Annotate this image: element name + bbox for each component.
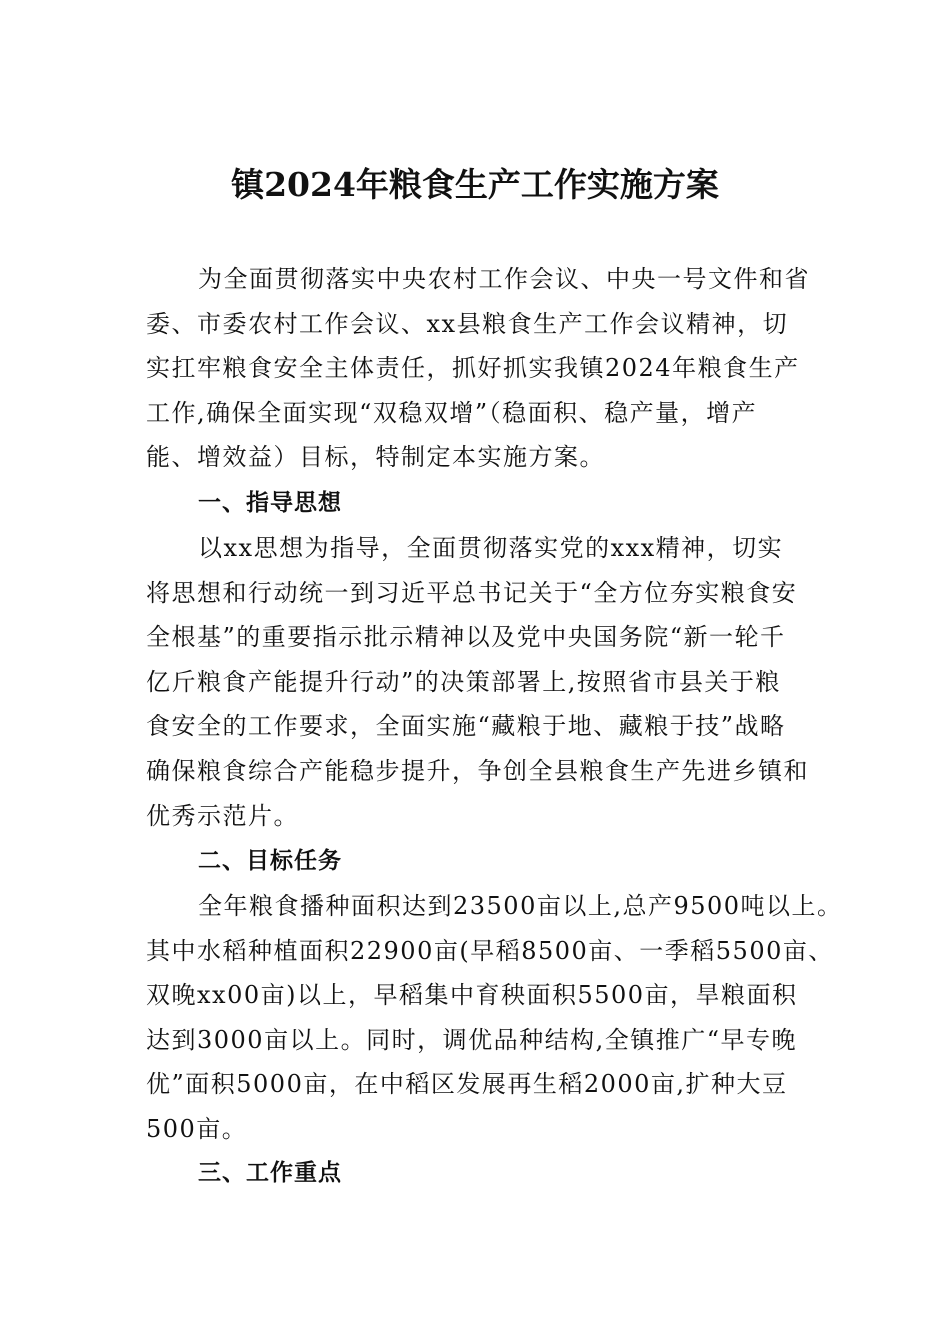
intro-line: 工作,确保全面实现“双稳双增”（稳面积、稳产量，增产 (146, 398, 758, 427)
section-heading-work-focus (146, 1151, 822, 1196)
section-heading: 一、指导思想 (198, 490, 342, 516)
section-body-guiding-ideology (146, 526, 822, 838)
body-line: 优”面积5000亩，在中稻区发展再生稻2000亩,扩种大豆 (146, 1070, 788, 1099)
body-line: 全年粮食播种面积达到23500亩以上,总产9500吨以上。 (198, 892, 843, 920)
body-line: 达到3000亩以上。同时，调优品种结构,全镇推广“早专晚 (146, 1025, 797, 1054)
body-line: 食安全的工作要求，全面实施“藏粮于地、藏粮于技”战略 (146, 712, 786, 741)
body-line: 双晚xx00亩)以上，早稻集中育秧面积5500亩，旱粮面积 (146, 981, 798, 1010)
body-line: 500亩。 (146, 1114, 248, 1143)
section-heading: 二、目标任务 (198, 848, 342, 874)
body-line: 全根基”的重要指示批示精神以及党中央国务院“新一轮千 (146, 623, 786, 652)
intro-paragraph (146, 257, 822, 480)
body-line: 优秀示范片。 (146, 801, 299, 830)
intro-line: 能、增效益）目标，特制定本实施方案。 (146, 443, 605, 472)
intro-line: 实扛牢粮食安全主体责任，抓好抓实我镇2024年粮食生产 (146, 354, 800, 383)
section-heading-guiding-ideology (146, 481, 822, 526)
body-line: 将思想和行动统一到习近平总书记关于“全方位夯实粮食安 (146, 578, 798, 607)
document-title: 镇2024年粮食生产工作实施方案 (231, 165, 719, 204)
body-line: 以xx思想为指导，全面贯彻落实党的xxx精神，切实 (198, 534, 784, 562)
body-line: 亿斤粮食产能提升行动”的决策部署上,按照省市县关于粮 (146, 667, 781, 696)
section-heading: 三、工作重点 (198, 1160, 342, 1186)
intro-line: 委、市委农村工作会议、xx县粮食生产工作会议精神，切 (146, 309, 789, 338)
body-line: 其中水稻种植面积22900亩(早稻8500亩、一季稻5500亩、 (146, 936, 834, 965)
section-body-targets (146, 884, 843, 1152)
intro-line: 为全面贯彻落实中央农村工作会议、中央一号文件和省 (198, 265, 810, 293)
body-line: 确保粮食综合产能稳步提升，争创全县粮食生产先进乡镇和 (146, 756, 809, 785)
section-heading-targets (146, 839, 822, 884)
